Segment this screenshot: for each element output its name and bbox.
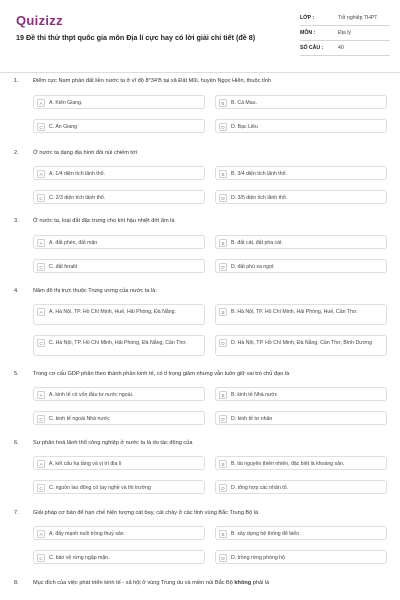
option-text: A. kết cấu hạ tầng và vị trí địa lí bbox=[49, 461, 122, 467]
question-text: Giải pháp cơ bản để hạn chế hiện tượng cát bay, cát chảy ở các tỉnh vùng Bắc Trung Bộ là bbox=[33, 510, 259, 516]
question-number: 3. bbox=[14, 218, 19, 224]
option-b[interactable] bbox=[215, 235, 387, 249]
meta-value: Địa lý bbox=[338, 30, 351, 36]
option-text: C. An Giang bbox=[49, 124, 77, 130]
option-letter-badge: D bbox=[219, 123, 227, 131]
option-letter-badge: B bbox=[219, 170, 227, 178]
option-letter-badge: D bbox=[219, 339, 227, 347]
option-d[interactable] bbox=[215, 259, 387, 273]
option-text: B. tài nguyên thiên nhiên, đặc biệt là khoáng sản. bbox=[231, 461, 345, 467]
option-d[interactable] bbox=[215, 335, 387, 356]
question-text-part: phải là bbox=[251, 580, 270, 586]
option-text: B. Cà Mau. bbox=[231, 100, 257, 106]
option-text: C. nguồn lao động có tay nghề và thị trường bbox=[49, 485, 151, 491]
option-c[interactable] bbox=[33, 259, 205, 273]
option-d[interactable] bbox=[215, 190, 387, 204]
option-c[interactable] bbox=[33, 190, 205, 204]
question-number: 6. bbox=[14, 440, 19, 446]
option-letter-badge: D bbox=[219, 415, 227, 423]
question-number: 8. bbox=[14, 580, 19, 586]
option-text: B. kinh tế Nhà nước bbox=[231, 392, 278, 398]
option-letter-badge: B bbox=[219, 391, 227, 399]
meta-value: 40 bbox=[338, 45, 344, 51]
option-letter-badge: C bbox=[37, 263, 45, 271]
meta-label: SỐ CÂU : bbox=[300, 45, 324, 51]
option-a[interactable] bbox=[33, 526, 205, 540]
question-text: Năm đô thị trực thuộc Trung ương của nước ta là: bbox=[33, 288, 157, 294]
option-letter-badge: A bbox=[37, 308, 45, 316]
page-title: 19 Đề thi thử thpt quốc gia môn Địa lí cực hay có lời giải chi tiết (đề 8) bbox=[16, 33, 256, 42]
option-a[interactable] bbox=[33, 304, 205, 325]
header-divider bbox=[0, 72, 400, 73]
meta-row-count bbox=[300, 41, 390, 56]
page-header bbox=[0, 0, 400, 70]
option-text: B. Hà Nội, TP. Hồ Chí Minh, Hải Phòng, Huế, Cần Thơ. bbox=[231, 309, 358, 315]
option-text: A. Hà Nội, TP. Hồ Chí Minh, Huế, Hải Phòng, Đà Nẵng. bbox=[49, 309, 176, 315]
option-letter-badge: A bbox=[37, 391, 45, 399]
option-letter-badge: A bbox=[37, 460, 45, 468]
option-text: B. xây dựng hệ thống đê biển. bbox=[231, 531, 301, 537]
meta-label: LỚP : bbox=[300, 15, 315, 21]
option-letter-badge: D bbox=[219, 484, 227, 492]
question-number: 7. bbox=[14, 510, 19, 516]
option-c[interactable] bbox=[33, 335, 205, 356]
option-a[interactable] bbox=[33, 95, 205, 109]
option-b[interactable] bbox=[215, 304, 387, 325]
option-text: D. tổng hợp các nhân tố. bbox=[231, 485, 289, 491]
option-text: D. Bạc Liêu bbox=[231, 124, 258, 130]
option-text: C. kinh tế ngoài Nhà nước bbox=[49, 416, 110, 422]
option-text: B. đất cát, đất pha cát. bbox=[231, 240, 283, 246]
option-d[interactable] bbox=[215, 119, 387, 133]
question-text bbox=[33, 580, 388, 586]
option-text: A. đất phèn, đất mặn bbox=[49, 240, 98, 246]
option-text: A. 1/4 diện tích lãnh thổ. bbox=[49, 171, 105, 177]
option-b[interactable] bbox=[215, 95, 387, 109]
option-letter-badge: A bbox=[37, 530, 45, 538]
option-letter-badge: A bbox=[37, 99, 45, 107]
option-letter-badge: B bbox=[219, 530, 227, 538]
option-letter-badge: D bbox=[219, 194, 227, 202]
option-d[interactable] bbox=[215, 550, 387, 564]
question-text: Điểm cực Nam phần đất liền nước ta ở vĩ độ 8°34'B tại xã Đất Mũi, huyện Ngọc Hiển, thuộc tỉnh bbox=[33, 78, 271, 84]
option-text: A. Kiên Giang. bbox=[49, 100, 83, 106]
question-number: 5. bbox=[14, 371, 19, 377]
option-text: D. kinh tế tư nhân bbox=[231, 416, 273, 422]
option-letter-badge: C bbox=[37, 484, 45, 492]
question-text: Ở nước ta, loại đất đặc trưng cho khí hậu nhiệt đới ẩm là bbox=[33, 218, 175, 224]
option-letter-badge: B bbox=[219, 308, 227, 316]
question-text-emphasis: không bbox=[234, 580, 252, 586]
option-text: C. 2/3 diện tích lãnh thổ. bbox=[49, 195, 106, 201]
option-letter-badge: C bbox=[37, 194, 45, 202]
option-letter-badge: C bbox=[37, 554, 45, 562]
option-letter-badge: C bbox=[37, 339, 45, 347]
option-b[interactable] bbox=[215, 456, 387, 470]
option-d[interactable] bbox=[215, 411, 387, 425]
option-letter-badge: A bbox=[37, 170, 45, 178]
question-text: Sự phân hoá lãnh thổ công nghiệp ở nước ta là do tác động của bbox=[33, 440, 193, 446]
option-c[interactable] bbox=[33, 119, 205, 133]
option-text: C. bảo vệ rừng ngập mặn. bbox=[49, 555, 110, 561]
option-letter-badge: B bbox=[219, 99, 227, 107]
option-text: A. đẩy mạnh nuôi trồng thuỷ sản bbox=[49, 531, 124, 537]
option-d[interactable] bbox=[215, 480, 387, 494]
option-a[interactable] bbox=[33, 387, 205, 401]
meta-label: MÔN : bbox=[300, 30, 316, 36]
option-text: A. kinh tế có vốn đầu tư nước ngoài. bbox=[49, 392, 134, 398]
question-text-part: Mục đích của việc phát triển kinh tế - xã hội ở vùng Trung du và miền núi Bắc Bộ bbox=[33, 580, 235, 586]
option-c[interactable] bbox=[33, 550, 205, 564]
question-number: 4. bbox=[14, 288, 19, 294]
option-text: D. Hà Nội, TP. Hồ Chí Minh, Đà Nẵng, Cần Thơ, Bình Dương bbox=[231, 340, 372, 346]
question-number: 1. bbox=[14, 78, 19, 84]
meta-row-subject bbox=[300, 26, 390, 41]
meta-row-class bbox=[300, 11, 390, 26]
option-b[interactable] bbox=[215, 166, 387, 180]
option-text: D. 3/5 diện tích lãnh thổ. bbox=[231, 195, 288, 201]
option-text: B. 3/4 diện tích lãnh thổ. bbox=[231, 171, 287, 177]
option-text: C. Hà Nội, TP. Hồ Chí Minh, Hải Phòng, Đà Nẵng, Cần Thơ. bbox=[49, 340, 188, 346]
option-text: C. đất feralit bbox=[49, 264, 77, 270]
option-a[interactable] bbox=[33, 456, 205, 470]
quizizz-logo: Quizizz bbox=[16, 13, 63, 28]
option-letter-badge: C bbox=[37, 415, 45, 423]
option-text: D. trồng rừng phòng hộ bbox=[231, 555, 285, 561]
option-letter-badge: B bbox=[219, 460, 227, 468]
question-text: Trong cơ cấu GDP phân theo thành phần kinh tế, có tỉ trọng giảm nhưng vẫn luôn giữ vai trò chủ đạo là bbox=[33, 371, 290, 377]
meta-table bbox=[300, 11, 390, 56]
option-letter-badge: D bbox=[219, 554, 227, 562]
question-text: Ở nước ta dạng địa hình đồi núi chiếm tới bbox=[33, 150, 137, 156]
meta-value: Tốt nghiệp THPT bbox=[338, 15, 378, 21]
option-a[interactable] bbox=[33, 235, 205, 249]
question-number: 2. bbox=[14, 150, 19, 156]
option-letter-badge: A bbox=[37, 239, 45, 247]
option-text: D. đất phù sa ngọt. bbox=[231, 264, 275, 270]
option-c[interactable] bbox=[33, 480, 205, 494]
option-b[interactable] bbox=[215, 526, 387, 540]
option-a[interactable] bbox=[33, 166, 205, 180]
option-c[interactable] bbox=[33, 411, 205, 425]
option-letter-badge: D bbox=[219, 263, 227, 271]
option-b[interactable] bbox=[215, 387, 387, 401]
option-letter-badge: C bbox=[37, 123, 45, 131]
option-letter-badge: B bbox=[219, 239, 227, 247]
